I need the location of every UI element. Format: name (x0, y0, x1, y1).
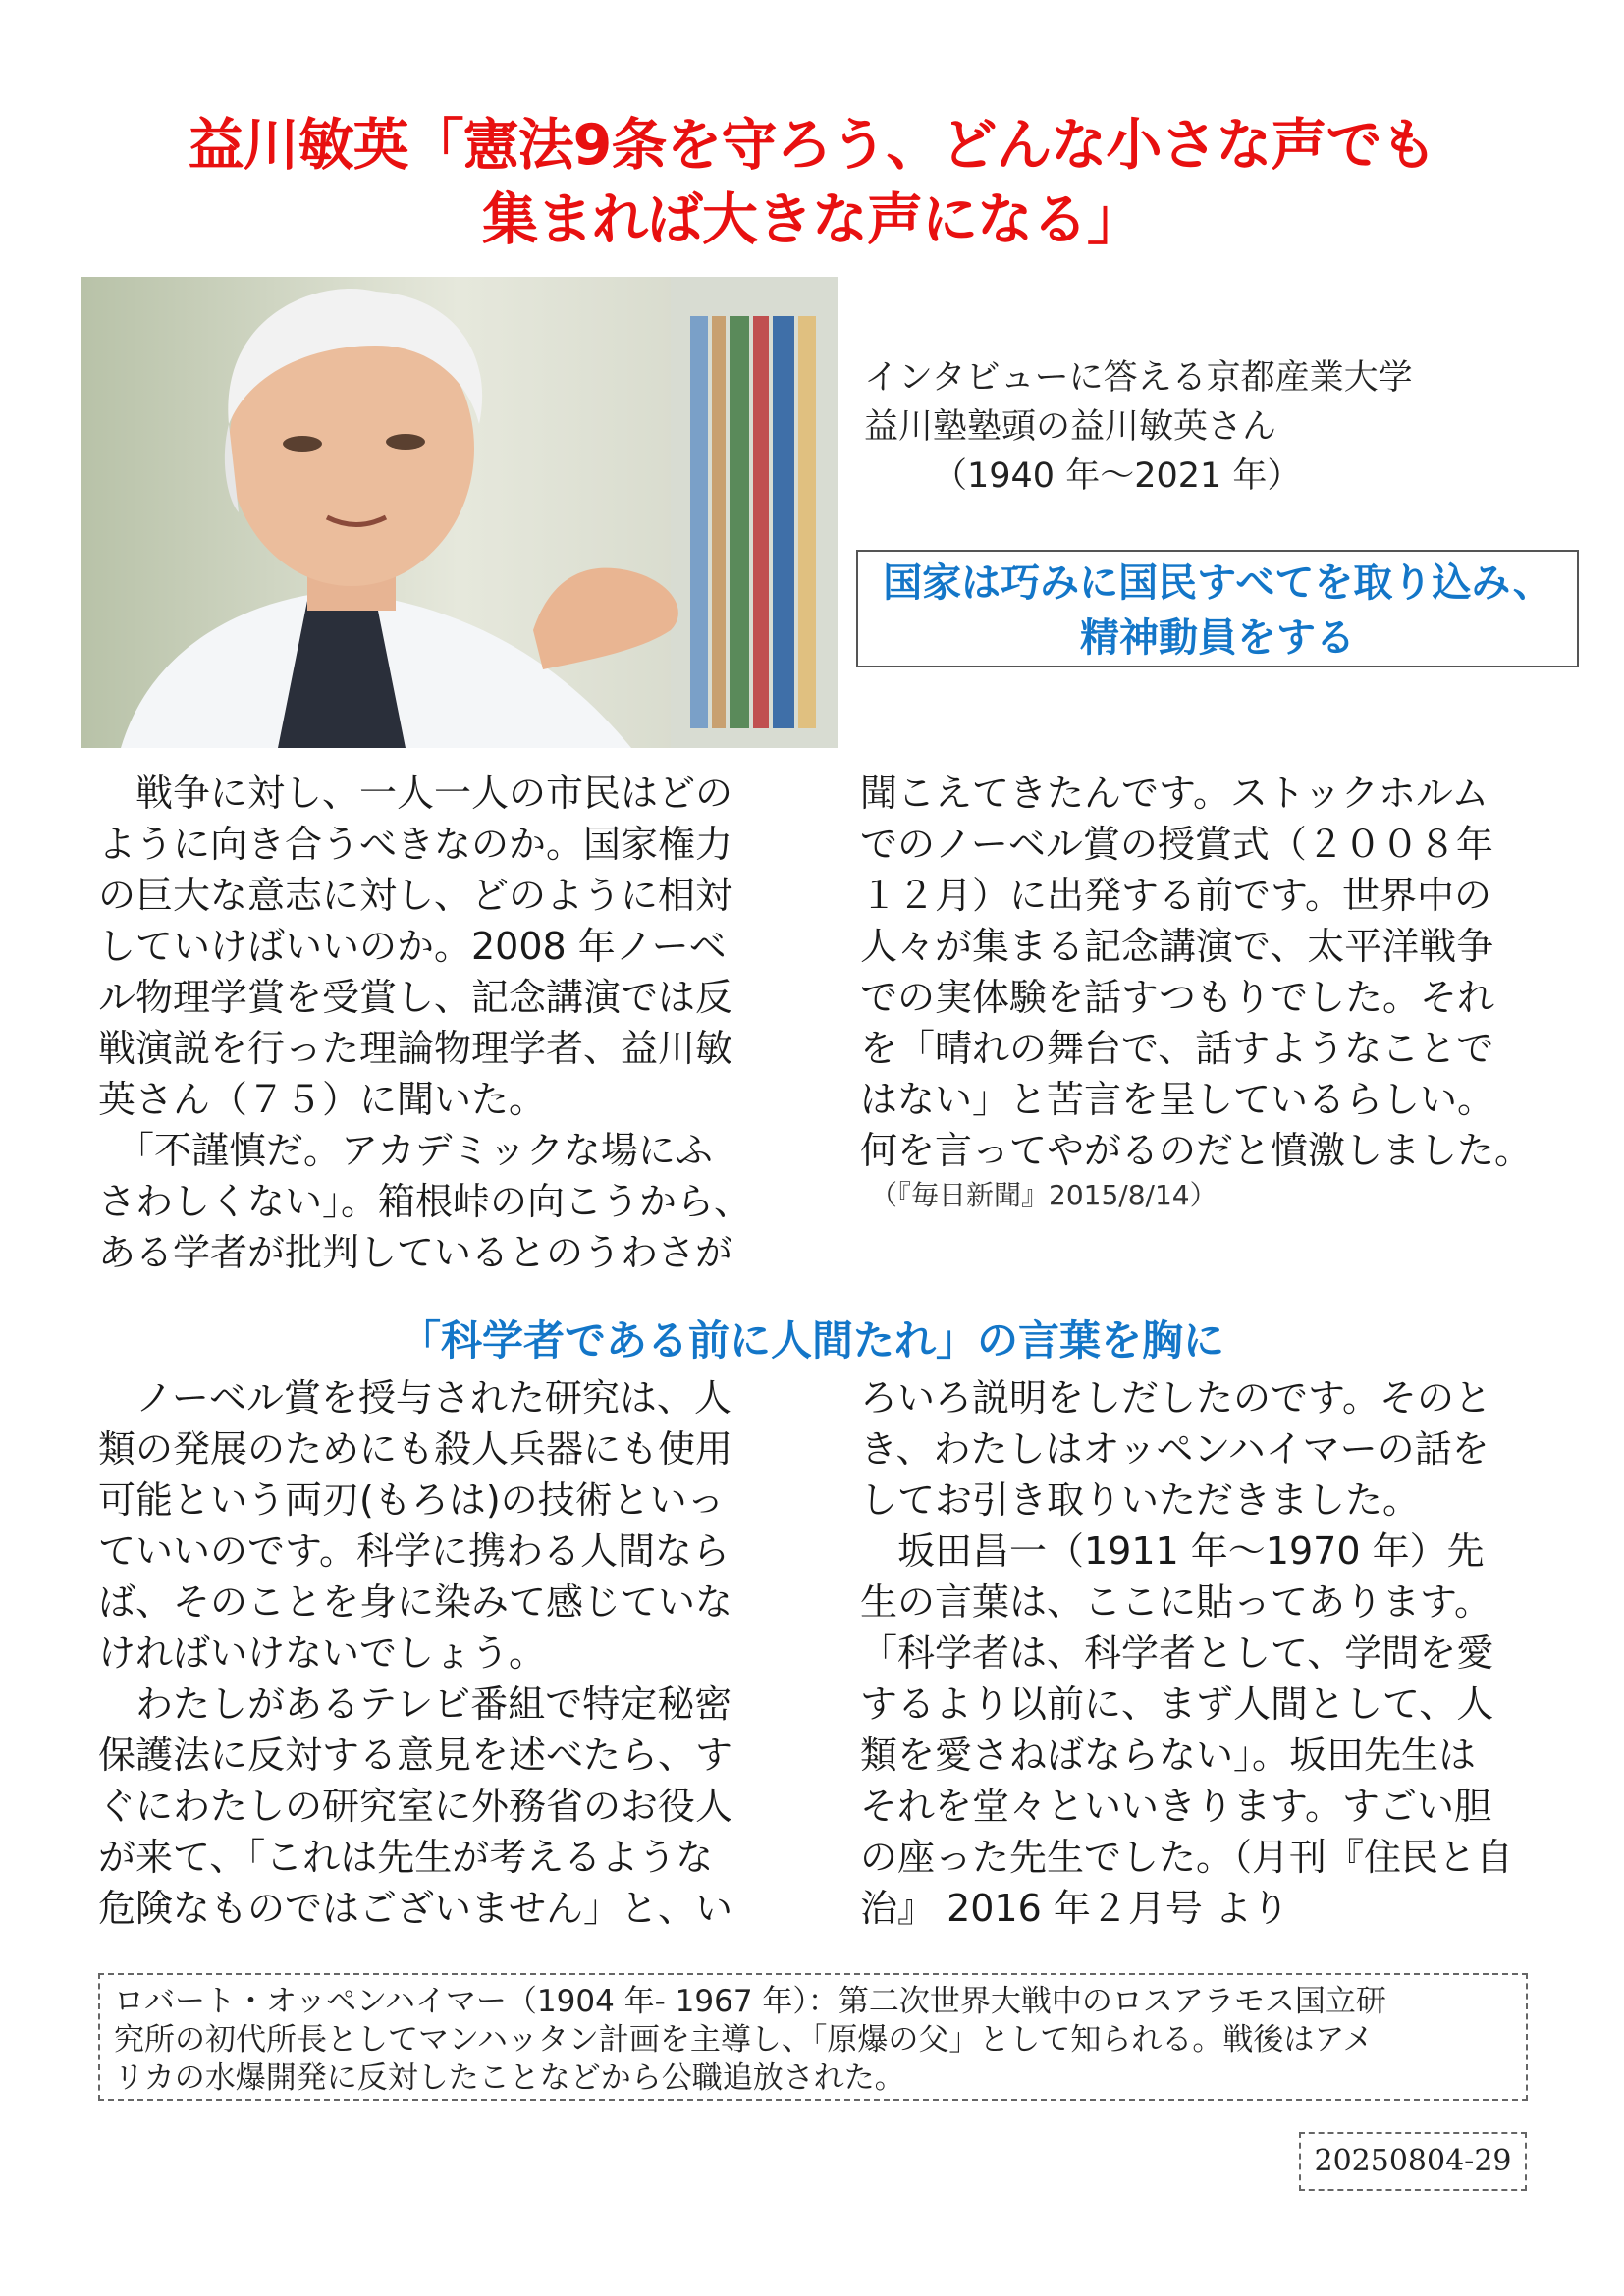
caption-line-1: インタビューに答える京都産業大学 (864, 358, 1413, 398)
note-line: ロバート・オッペンハイマー（1904 年- 1967 年）：第二次世界大戦中のロスアラモス国立研 (114, 1984, 1386, 2019)
text-line: 可能という両刃(もろは)の技術といっ (98, 1478, 725, 1522)
text-line: 聞こえてきたんです。ストックホルム (860, 772, 1489, 815)
text-line: 類を愛さねばならない」。坂田先生は (860, 1734, 1477, 1777)
text-line: の巨大な意志に対し、どのように相対 (98, 874, 733, 917)
text-line: してお引き取りいただきました。 (860, 1478, 1421, 1522)
document-id: 20250804-29 (1299, 2132, 1527, 2191)
text-line: １２月）に出発する前です。世界中の (860, 874, 1491, 917)
portrait-illustration (81, 277, 838, 748)
text-line: 何を言ってやがるのだと憤激しました。 (860, 1129, 1533, 1172)
text-line: での実体験を話すつもりでした。それ (860, 976, 1495, 1019)
text-line: 英さん（７５）に聞いた。 (98, 1078, 547, 1121)
text-line: 人々が集まる記念講演で、太平洋戦争 (860, 925, 1494, 968)
section1-right-column (860, 768, 1532, 1215)
text-line: が来て、「これは先生が考えるような (98, 1836, 714, 1879)
text-line: 「科学者は、科学者として、学問を愛 (860, 1631, 1494, 1675)
section2-right-column (860, 1372, 1513, 1934)
text-line: 坂田昌一（1911 年～1970 年）先 (860, 1529, 1485, 1573)
photo-caption (864, 353, 1551, 501)
text-line: さわしくない」。箱根峠の向こうから、 (98, 1180, 752, 1223)
note-line: リカの水爆開発に反対したことなどから公職追放された。 (114, 2060, 905, 2096)
section2-left-column (98, 1372, 732, 1934)
text-line: でのノーベル賞の授賞式（２００８年 (860, 823, 1493, 866)
text-line: ろいろ説明をしだしたのです。そのと (860, 1376, 1491, 1419)
text-line: はない」と苦言を呈しているらしい。 (860, 1078, 1495, 1121)
text-line: ていいのです。科学に携わる人間なら (98, 1529, 730, 1573)
text-line: 戦演説を行った理論物理学者、益川敏 (98, 1027, 733, 1070)
text-line: ぐにわたしの研究室に外務省のお役人 (98, 1785, 733, 1828)
text-line: の座った先生でした。（月刊『住民と自 (860, 1836, 1514, 1879)
section1-left-column (98, 768, 751, 1278)
subheading-box (856, 550, 1579, 667)
source-citation: （『毎日新聞』2015/8/14） (870, 1179, 1218, 1211)
text-line: ル物理学賞を受賞し、記念講演では反 (98, 976, 733, 1019)
text-line: 危険なものではございません」と、い (98, 1887, 733, 1930)
text-line: 戦争に対し、一人一人の市民はどの (98, 772, 733, 815)
text-line: それを堂々といいきります。すごい胆 (860, 1785, 1491, 1828)
caption-line-3: （1940 年～2021 年） (933, 456, 1302, 496)
title-line-1: 益川敏英「憲法9条を守ろう、どんな小さな声でも (188, 113, 1436, 178)
text-line: 類の発展のためにも殺人兵器にも使用 (98, 1427, 733, 1470)
text-line: していけばいいのか。2008 年ノーベ (98, 925, 727, 968)
text-line: わたしがあるテレビ番組で特定秘密 (98, 1682, 732, 1726)
title-line-2: 集まれば大きな声になる」 (482, 187, 1142, 252)
text-line: ノーベル賞を授与された研究は、人 (98, 1376, 731, 1419)
text-line: ば、そのことを身に染みて感じていな (98, 1580, 733, 1624)
text-line: 生の言葉は、ここに貼ってあります。 (860, 1580, 1491, 1624)
interview-photo (81, 277, 838, 748)
text-line: 治』 2016 年２月号 より (860, 1887, 1289, 1930)
text-line: ければいけないでしょう。 (98, 1631, 547, 1675)
text-line: ある学者が批判しているとのうわさが (98, 1231, 733, 1274)
text-line: を「晴れの舞台で、話すようなことで (860, 1027, 1494, 1070)
text-line: 保護法に反対する意見を述べたら、す (98, 1734, 733, 1777)
text-line: 「不謹慎だ。アカデミックな場にふ (98, 1129, 713, 1172)
section2-heading: 「科学者である前に人間たれ」の言葉を胸に (399, 1316, 1224, 1364)
subheading-line-1: 国家は巧みに国民すべてを取り込み、 (883, 561, 1552, 606)
text-line: ように向き合うべきなのか。国家権力 (98, 823, 733, 866)
oppenheimer-note-box (98, 1973, 1528, 2101)
caption-line-2: 益川塾塾頭の益川敏英さん (864, 407, 1277, 447)
text-line: き、わたしはオッペンハイマーの話を (860, 1427, 1489, 1470)
subheading-line-2: 精神動員をする (1080, 615, 1355, 661)
page-title (98, 108, 1526, 257)
note-line: 究所の初代所長としてマンハッタン計画を主導し、「原爆の父」として知られる。戦後はアメ (114, 2022, 1374, 2057)
text-line: するより以前に、まず人間として、人 (860, 1682, 1494, 1726)
